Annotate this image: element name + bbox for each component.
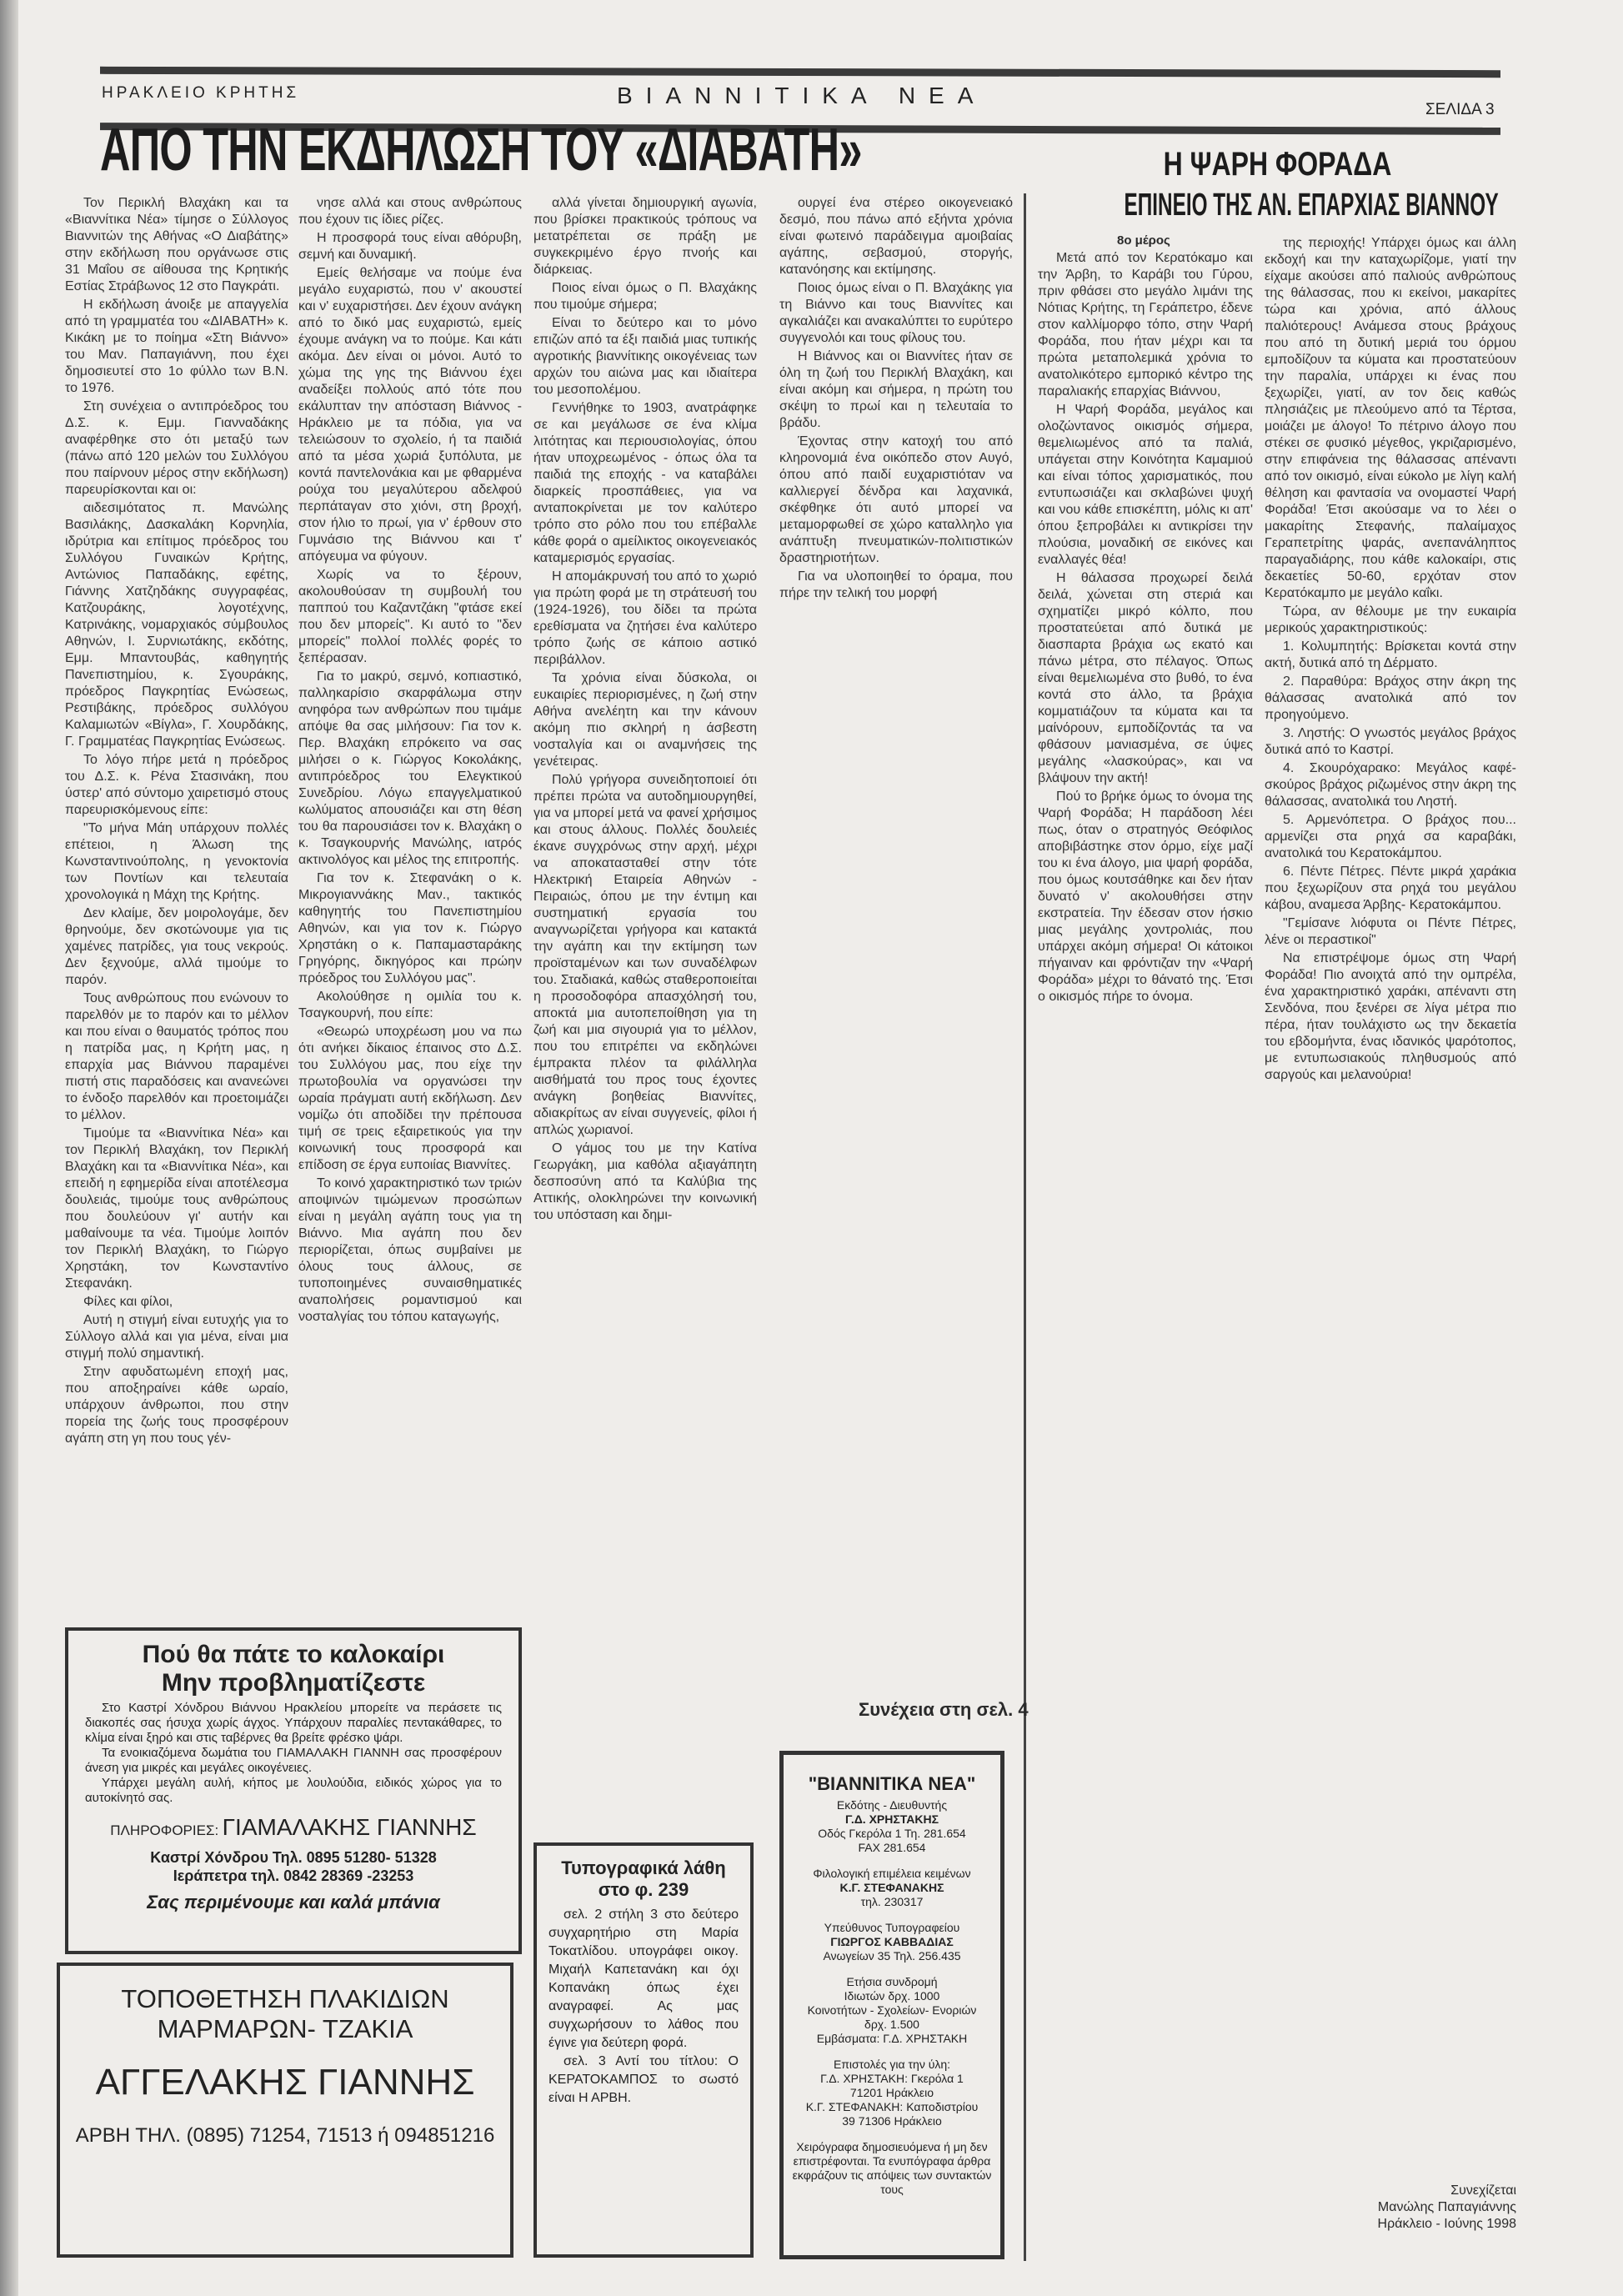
- ad-slogan: Σας περιμένουμε και καλά μπάνια: [147, 1892, 440, 1912]
- paragraph: Δεν κλαίμε, δεν μοιρολογάμε, δεν θρηνούμε, δεν σκοτώνουμε για τις χαμένες πατρίδες, για τους νεκρούς. Δεν ξεχνούμε, αλλά τιμούμε το παρόν.: [65, 906, 288, 987]
- phone-kastri: Καστρί Χόνδρου Τηλ. 0895 51280- 51328: [150, 1849, 437, 1866]
- tiles-name: ΑΓΓΕΛΑΚΗΣ ΓΙΑΝΝΗΣ: [95, 2062, 475, 2103]
- paragraph: Η απομάκρυνσή του από το χωριό για πρώτη φορά με τη στράτευσή του (1924-1926), του δίδει τα πρώτα ερεθίσματα να ζητήσει ένα καλύτερο τρόπο ζωής σε κάποιο αστικό περιβάλλον.: [533, 569, 757, 667]
- errata-text: σελ. 2 στήλη 3 στο δεύτερο συγχαρητήριο στη Μαρία Τοκατλίδου. υπογράφει οικογ. Μιχαήλ Καπετανάκη και όχι Κοπανάκη όπως έχει αναγραφεί. Ας μας συγχωρήσουν το λάθος που έγινε για δεύτερη φορά.: [549, 1907, 739, 2050]
- article1-column-2: [298, 195, 522, 1574]
- paragraph: αιδεσιμότατος π. Μανώλης Βασιλάκης, Δασκαλάκη Κορνηλία, ιδρύτρια και επίτιμος πρόεδρος του Συλλόγου Γυναικών Κρήτης, Αντώνιος Παπαδάκης, εφέτης, Γιάννης Χατζηδάκης συγγραφέας, Κατζουράκης, λογοτέχνης, Κατρινάκης, νομαρχιακός σύμβουλος Αθηνών, Ι. Συρνιωτάκης, εκδότης, Εμμ. Μπαντουβάς, καθηγητής Πανεπιστημίου, κ. Σγουράκης, πρόεδρος Παγκρητίας Ενώσεως, Ρεστιβάκης, πρόεδρος συλλόγου Καλαμιωτών «Βίγλα», Γ. Χουρδάκης, Γ. Γραμματέας Παγκρητίας Ενώσεως.: [65, 501, 288, 749]
- masthead-line: Γ.Δ. ΧΡΗΣΤΑΚΗ: Γκερόλα 1: [820, 2072, 964, 2085]
- article2-part: 8ο μέρος: [1117, 233, 1170, 248]
- masthead-line: δρχ. 1.500: [864, 2018, 919, 2031]
- paragraph: "Το μήνα Μάη υπάρχουν πολλές επέτειοι, η Άλωση της Κωνσταντινούπολης, η γενοκτονία των Ποντίων και τελευταία χρονολογικά η Μάχη της Κρήτης.: [65, 821, 288, 902]
- scan-edge: [0, 0, 18, 2296]
- paragraph: Η προσφορά τους είναι αθόρυβη, σεμνή και δυναμική.: [298, 231, 522, 262]
- article-divider: [1024, 193, 1026, 2261]
- author-name: Μανώλης Παπαγιάννης: [1377, 2200, 1516, 2214]
- paragraph: Ακολούθησε η ομιλία του κ. Τσαγκουρνή, που είπε:: [298, 990, 522, 1020]
- info-label: ΠΛΗΡΟΦΟΡΙΕΣ:: [110, 1822, 219, 1838]
- paragraph: Μετά από τον Κερατόκαμο και την Άρβη, το Καράβι του Γύρου, πριν φθάσει στο μεγάλο λιμάνι της Νότιας Κρήτης, τη Γεράπετρο, έδενε στον καλλίμορφο τόπο, στην Ψαρή Φοράδα, που ήταν μέχρι και τα πρώτα μεταπολεμικά χρόνια το ανατολικότερο εμπορικό κέντρο της παραλιακής επαρχίας Βιάννου,: [1038, 251, 1253, 399]
- ad-paragraph: Στο Καστρί Χόνδρου Βιάννου Ηρακλείου μπορείτε να περάσετε τις διακοπές σας ήσυχα χωρίς άγχος. Υπάρχουν παραλίες πεντακάθαρες, το κλίμα είναι ξηρό και στις ταβέρνες θα βρείτε φρέσκο ψάρι.: [85, 1701, 502, 1745]
- header-rule-top: [100, 67, 1500, 78]
- paragraph: Για τον κ. Στεφανάκη ο κ. Μικρογιαννάκης Μαν., τακτικός καθηγητής του Πανεπιστημίου Αθηνών, και για τον κ. Γιώργο Χρηστάκη ο κ. Παπαμασταράκης Γρηγόρης, δικηγόρος και πρώην πρόεδρος του Συλλόγου μας".: [298, 871, 522, 985]
- paragraph: Τους ανθρώπους που ενώνουν το παρελθόν με το παρόν και το μέλλον και που είναι ο θαυματός τρόπος που η πατρίδα μας, η Κρήτη μας, η επαρχία μας Βιάννου παραμένει πιστή στις παραδόσεις και ανανεώνει το ένδοξο παρελθόν και προετοιμάζει το μέλλον.: [65, 991, 288, 1122]
- paragraph: 1. Κολυμπητής: Βρίσκεται κοντά στην ακτή, δυτικά από τη Δέρματο.: [1265, 639, 1516, 670]
- masthead-line: FAX 281.654: [858, 1841, 926, 1854]
- errata-issue: στο φ. 239: [598, 1879, 689, 1900]
- errata-text: σελ. 3 Αντί του τίτλου: Ο ΚΕΡΑΤΟΚΑΜΠΟΣ το σωστό είναι Η ΑΡΒΗ.: [549, 2054, 739, 2105]
- article-title: ΑΠΟ ΤΗΝ ΕΚΔΗΛΩΣΗ ΤΟΥ «ΔΙΑΒΑΤΗ»: [100, 117, 862, 183]
- ad-paragraph: Τα ενοικιαζόμενα δωμάτια του ΓΙΑΜΑΛΑΚΗ ΓΙΑΝΝΗ σας προσφέρουν άνεση για μικρές και μεγάλες οικογένειες.: [85, 1746, 502, 1775]
- paragraph: Να επιστρέψομε όμως στη Ψαρή Φοράδα! Πιο ανοιχτά από την ομπρέλα, ένα χαρακτηριστικό χαράκι, απέναντι στη Σενδόνα, που ξενέρει σε λίγα μέτρα πιο πέρα, ήταν τουλάχιστο ως την δεκαετία του εβδομήντα, ένας ιδανικός ψαρότοπος, με εντυπωσιακούς πληθυσμούς από σαργούς και μελανούρια!: [1265, 951, 1516, 1082]
- info-name: ΓΙΑΜΑΛΑΚΗΣ ΓΙΑΝΝΗΣ: [222, 1814, 477, 1840]
- paragraph: 2. Παραθύρα: Βράχος στην άκρη της θάλασσας ανατολικά από τον προηγούμενο.: [1265, 674, 1516, 722]
- masthead-line: Οδός Γκερόλα 1 Τη. 281.654: [818, 1827, 966, 1840]
- continues-label: Συνεχίζεται: [1450, 2183, 1516, 2198]
- masthead-line: τηλ. 230317: [860, 1895, 924, 1908]
- page-number: ΣΕΛΙΔΑ 3: [1425, 101, 1495, 118]
- masthead-line: 71201 Ηράκλειο: [849, 2086, 934, 2099]
- paragraph: αλλά γίνεται δημιουργική αγωνία, που βρίσκει πρακτικούς τρόπους να μετατρέπεται σε πράξη με συγκεκριμένο έργο πνοής και διάρκειας.: [533, 196, 757, 277]
- paragraph: Πολύ γρήγορα συνειδητοποιεί ότι πρέπει πρώτα να αυτοδημιουργηθεί, για να μπορεί μετά να φανεί χρήσιμος και στους άλλους. Πολλές δουλειές έκανε συγχρόνως στην αρχή, μέχρι να αποκατασταθεί στην τότε Ηλεκτρική Εταιρεία Αθηνών - Πειραιώς, όπου με την έντιμη και συστηματική εργασία του αναγνωρίζεται γρήγορα και κατακτά την αγάπη και την εκτίμηση των προϊσταμένων και των συναδέλφων του. Σταδιακά, καθώς σταθεροποιείται η προσοδοφόρα απασχόλησή του, αποκτά μια αυτοπεποίθηση για τη ζωή και μια σιγουριά για το μέλλον, που του επιτρέπει να εκδηλώνει έμπρακτα πλέον τα φιλάλληλα αισθήματά του προς τους έχοντες ανάγκη βοηθείας Βιαννίτες, αδιακρίτως αν είναι συγγενείς, φίλοι ή απλώς χωριανοί.: [533, 773, 757, 1137]
- paragraph: Τιμούμε τα «Βιαννίτικα Νέα» και τον Περικλή Βλαχάκη, τον Περικλή Βλαχάκη και τα «Βιαννίτικα Νέα», και επειδή η εφημερίδα είναι αποτέλεσμα δουλειάς, τιμούμε τους ανθρώπους που δουλεύουν γι' αυτήν και μαθαίνουμε τα νέα. Τιμούμε λοιπόν τον Περικλή Βλαχάκη, το Γιώργο Χρηστάκη, τον Κωνσταντίνο Στεφανάκη.: [65, 1126, 288, 1291]
- paragraph: Η θάλασσα προχωρεί δειλά δειλά, χώνεται στη στεριά και σχηματίζει μικρό κόλπο, που προστατεύεται από δυτικά με διασπαρτα βράχια ως εκατό και πάνω μέτρα, στο πέλαγος. Όπως είναι θεμελιωμένα στο βυθό, το ένα κοντά στο άλλο, τα βράχια κομματιάζουν τα κύματα και τα μαίνόρουν, εμποδίζοντάς τα να φθάσουν μανιασμένα, σε ύψες μεγάλης «λασκούρας», και να βλάψουν την ακτή!: [1038, 571, 1253, 785]
- masthead-line: Κ.Γ. ΣΤΕΦΑΝΑΚΗ: Καποδιστρίου: [805, 2100, 979, 2113]
- article2-column-1: [1038, 250, 1253, 2259]
- paragraph: Πού το βρήκε όμως το όνομα της Ψαρή Φοράδα; Η παράδοση λέει πως, όταν ο στρατηγός Θεόφιλος αποβιβάστηκε στον όρμο, είχε μαζί του κι ένα άλογο, μια ψαρή φοράδα, που όμως κουτσάθηκε και δεν ήταν δυνατό ν' ακολουθήσει στην εκστρατεία. Την έδεσαν στον ήσκιο μιας μεγάλης χοντρολιάς, που υπάρχει ακόμη σήμερα! Οι κάτοικοι πήγαιναν και φρόντιζαν την «Ψαρή Φοράδα» μέχρι το θάνατό της. Έτσι ο οικισμός πήρε το όνομα.: [1038, 790, 1253, 1004]
- ad-title: Πού θα πάτε το καλοκαίρι: [142, 1641, 445, 1668]
- paragraph: Η Βιάννος και οι Βιαννίτες ήταν σε όλη τη ζωή του Περικλή Βλαχάκη, και είναι ακόμη και σήμερα, η πρώτη του σκέψη το πρωί και η τελευταία το βράδυ.: [779, 349, 1013, 430]
- masthead-box: [779, 1751, 1004, 2259]
- masthead-line: 39 71306 Ηράκλειο: [842, 2114, 942, 2128]
- paragraph: Η εκδήλωση άνοιξε με απαγγελία από τη γραμματέα του «ΔΙΑΒΑΤΗ» κ. Κικάκη με το ποίημα «Στη Βιάννο» του Μαν. Παπαγιάννη, που έχει δημοσιευτεί στο 1ο φύλλο των Β.Ν. το 1976.: [65, 298, 288, 395]
- ad-subtitle: Μην προβληματίζεστε: [161, 1669, 426, 1697]
- masthead-line: Εμβάσματα: Γ.Δ. ΧΡΗΣΤΑΚΗ: [816, 2032, 968, 2045]
- paragraph: νησε αλλά και στους ανθρώπους που έχουν τις ίδιες ρίζες.: [298, 196, 522, 227]
- errata-box: [533, 1842, 754, 2258]
- paragraph: ουργεί ένα στέρεο οικογενειακό δεσμό, που πάνω από εξήντα χρόνια είναι φωτεινό παράδειγμα αμοιβαίας αγάπης, σεβασμού, στοργής, κατανόησης και εκτίμησης.: [779, 196, 1013, 277]
- paragraph: «Θεωρώ υποχρέωση μου να πω ότι ανήκει δίκαιος έπαινος στο Δ.Σ. του Συλλόγου μας, που είχε την πρωτοβουλία να οργανώσει την ωραία πράγματι αυτή εκδήλωση. Δεν νομίζω ότι αποδίδει την πρέπουσα τιμή σε τρεις εξαιρετικούς για την κοινωνική τους προσφορά και επίδοση σε έργα ευποιίας Βιαννίτες.: [298, 1025, 522, 1172]
- paragraph: Στην αφυδατωμένη εποχή μας, που αποξηραίνει κάθε ωραίο, υπάρχουν άνθρωποι, που στην πορεία της ζωής τους προσφέρουν αγάπη στη γη που τους γέν-: [65, 1365, 288, 1446]
- masthead-line: Ιδιωτών δρχ. 1000: [844, 1989, 940, 2003]
- paragraph: Χωρίς να το ξέρουν, ακολουθούσαν τη συμβουλή του παππού του Καζαντζάκη "φτάσε εκεί που δεν μπορείς". Κι αυτό το "δεν μπορείς" πολλοί πολλές φορές το ξεπέρασαν.: [298, 568, 522, 665]
- paragraph: Το κοινό χαρακτηριστικό των τριών αποψινών τιμώμενων προσώπων είναι η μεγάλη αγάπη τους για τη Βιάννο. Μια αγάπη που δεν περιορίζεται, όπως συμβαίνει με όλους τους άλλους, σε τυποποιημένες συναισθηματικές αναπολήσεις ρομαντισμού και νοσταλγίας του τόπου καταγωγής,: [298, 1176, 522, 1324]
- masthead-line: Γ.Δ. ΧΡΗΣΤΑΚΗΣ: [844, 1812, 939, 1826]
- paragraph: Στη συνέχεια ο αντιπρόεδρος του Δ.Σ. κ. Εμμ. Γιανναδάκης αναφέρθηκε στο ότι μεταξύ των (πάνω από 120 μελών του Συλλόγου που παίρνουν μέρος στην εκδήλωση) παρευρίσκονται και οι:: [65, 399, 288, 497]
- place-date: Ηράκλειο - Ιούνης 1998: [1377, 2217, 1516, 2231]
- masthead-line: ΓΙΩΡΓΟΣ ΚΑΒΒΑΔΙΑΣ: [830, 1935, 954, 1948]
- paragraph: Αυτή η στιγμή είναι ευτυχής για το Σύλλογο αλλά και για μένα, είναι μια στιγμή πολύ σημαντική.: [65, 1313, 288, 1361]
- masthead-details: [790, 1798, 994, 2197]
- paragraph: Για το μακρύ, σεμνό, κοπιαστικό, παλληκαρίσιο σκαρφάλωμα στην ανηφόρα των ανθρώπων που τιμάμε απόψε θα σας μιλήσουν: Για τον κ. Περ. Βλαχάκη επρόκειτο να σας μιλήσει ο κ. Γιώργος Κοκολάκης, αντιπρόεδρος του Ελεγκτικού Συνεδρίου. Λόγω επαγγελματικού κωλύματος απουσιάζει και στη θέση του θα παρουσιάσει τον κ. Βλαχάκη ο κ. Τσαγκουρνής Μανώλης, ιατρός ακτινολόγος και μέλος της επιτροπής.: [298, 669, 522, 867]
- paragraph: Γεννήθηκε το 1903, ανατράφηκε σε και μεγάλωσε σε ένα κλίμα λιτότητας και περιουσιολογίας, όπου ήταν υποχρεωμένος - όπως όλα τα παιδιά της εποχής - να καταβάλει διαρκείς προσπάθειες, για να ανταποκρίνεται με τον καλύτερο τρόπο στο ρόλο που του επέβαλλε κάθε φορά ο αμείλικτος οικογενειακός καταμερισμός εργασίας.: [533, 401, 757, 565]
- phone-ierapetra: Ιεράπετρα τηλ. 0842 28369 -23253: [173, 1867, 414, 1884]
- masthead-line: Κοινοτήτων - Σχολείων- Ενοριών: [807, 2003, 977, 2017]
- masthead-line: Κ.Γ. ΣΤΕΦΑΝΑΚΗΣ: [839, 1881, 944, 1894]
- continued-note: Συνέχεια στη σελ. 4: [859, 1699, 1029, 1720]
- paragraph: Τον Περικλή Βλαχάκη και τα «Βιαννίτικα Νέα» τίμησε ο Σύλλογος Βιαννιτών της Αθήνας «Ο Διαβάτης» στην εκδήλωση που οργάνωσε στις 31 Μαΐου σε αίθουσα της Κρητικής Εστίας Στράβωνος 12 στο Παγκράτι.: [65, 196, 288, 293]
- summer-rooms-ad: [65, 1627, 522, 1954]
- masthead-line: Επιστολές για την ύλη:: [833, 2058, 951, 2071]
- paragraph: Έχοντας στην κατοχή του από κληρονομιά ένα οικόπεδο στον Αυγό, όπου από παιδί ευχαριστιόταν να καλλιεργεί δένδρα και λαχανικά, σκέφθηκε ότι αυτό μπορεί να μεταμορφωθεί σε χώρο καταλληλο για ανάπτυξη πνευματικών-πολιτιστικών δραστηριοτήτων.: [779, 434, 1013, 565]
- paragraph: Τώρα, αν θέλουμε με την ευκαιρία μερικούς χαρακτηριστικούς:: [1265, 604, 1516, 635]
- paragraph: 4. Σκουρόχαρακο: Μεγάλος καφέ- σκούρος βράχος ριζωμένος στην άκρη της θάλασσας, ανατολικά του Ληστή.: [1265, 761, 1516, 809]
- masthead-line: Φιλολογική επιμέλεια κειμένων: [813, 1867, 971, 1880]
- paragraph: "Γεμίσανε λιόφυτα οι Πέντε Πέτρες, λένε οι περαστικοί": [1265, 916, 1516, 947]
- masthead-line: Χειρόγραφα δημοσιευόμενα ή μη δεν επιστρέφονται. Τα ενυπόγραφα άρθρα εκφράζουν τις απόψεις των συντακτών τους: [792, 2140, 992, 2196]
- article2-signature: [1265, 2183, 1516, 2233]
- paragraph: Τα χρόνια είναι δύσκολα, οι ευκαιρίες περιορισμένες, η ζωή στην Αθήνα ανελέητη και την κάνουν ακόμη πιο σκληρή η άσβεστη νοσταλγία και οι αναμνήσεις της γενέτειρας.: [533, 671, 757, 769]
- ad-paragraph: Υπάρχει μεγάλη αυλή, κήπος με λουλούδια, ειδικός χώρος για το αυτοκίνητό σας.: [85, 1776, 502, 1805]
- article1-column-3: [533, 195, 757, 1724]
- paragraph: Για να υλοποιηθεί το όραμα, που πήρε την τελική του μορφή: [779, 569, 1013, 600]
- paragraph: Ο γάμος του με την Κατίνα Γεωργάκη, μια καθόλα αξιαγάπητη δεσποσύνη από τα Καλύβια της Αττικής, ολοκληρώνει την κοινωνική του υπόσταση και δημι-: [533, 1141, 757, 1222]
- paragraph: Η Ψαρή Φοράδα, μεγάλος και ολοζώντανος οικισμός σήμερα, θεμελιωμένος από τα παλιά, υπάγεται στην Κοινότητα Καμαμιού και είναι τόπος χαρισματικός, που εντυπωσιάζει και σκλαβώνει ψυχή και νου κάθε επισκέπτη, μόλις κι απ' όπου ξεπροβάλει κι αντικρίσει την πλούσια, μοναδική σε εικόνες και εναλλαγές θέα!: [1038, 403, 1253, 567]
- masthead-line: Υπεύθυνος Τυπογραφείου: [824, 1921, 960, 1934]
- paragraph: 6. Πέντε Πέτρες. Πέντε μικρά χαράκια που ξεχωρίζουν στα ρηχά του μεγάλου κάβου, αναμεσα Άρβης- Κερατοκάμπου.: [1265, 865, 1516, 912]
- masthead-line: Εκδότης - Διευθυντής: [836, 1798, 948, 1812]
- article1-column-1: [65, 195, 288, 1574]
- article2-subtitle: ΕΠΙΝΕΙΟ ΤΗΣ ΑΝ. ΕΠΑΡΧΙΑΣ ΒΙΑΝΝΟΥ: [1124, 188, 1499, 223]
- masthead-line: Ετήσια συνδρομή: [846, 1975, 938, 1988]
- paragraph: Ποιος είναι όμως ο Π. Βλαχάκης που τιμούμε σήμερα;: [533, 281, 757, 312]
- paragraph: Είναι το δεύτερο και το μόνο επιζών από τα έξι παιδιά μιας τυπικής αγροτικής βιαννίτικης οικογένειας των αρχών του αιώνα μας και ιδιαίτερα του μεσοπολέμου.: [533, 316, 757, 397]
- paragraph: 3. Ληστής: Ο γνωστός μεγάλος βράχος δυτικά από το Καστρί.: [1265, 726, 1516, 757]
- paragraph: 5. Αρμενόπετρα. Ο βράχος που... αρμενίζει στα ρηχά σα καραβάκι, ανατολικά του Κερατοκάμπου.: [1265, 813, 1516, 860]
- tiles-phone: ΑΡΒΗ ΤΗΛ. (0895) 71254, 71513 ή 094851216: [75, 2124, 495, 2147]
- article2-title: Η ΨΑΡΗ ΦΟΡΑΔΑ: [1163, 146, 1392, 183]
- article2-column-2: [1265, 235, 1516, 2178]
- masthead-line: Ανωγείων 35 Τηλ. 256.435: [823, 1949, 961, 1963]
- paragraph: Φίλες και φίλοι,: [83, 1295, 173, 1309]
- newspaper-name: ΒΙΑΝΝΙΤΙΚΑ ΝΕΑ: [617, 83, 987, 108]
- tiles-ad: [57, 1963, 513, 2258]
- paragraph: της περιοχής! Υπάρχει όμως και άλλη εκδοχή και την καταχωρίζομε, γιατί την είχαμε ακούσει από παλιούς ανθρώπους της θάλασσας, που κι εκείνοι, μακαρίτες τώρα και χρόνια, από άλλους παλιότερους! Ανάμεσα στους βράχους που από τη δυτική μεριά του όρμου εμποδίζουν τα κύματα και προστατεύουν την παραλία, υπάρχει κι ένας που ξεχωρίζει, γιατί, αν τον δεις καθώς πλησιάζεις με πλεούμενο από τα Τέρτσα, μοιάζει με άλογο! Το πέτρινο άλογο που στέκει σε φυσικό μέγεθος, γκριζαρισμένο, στην επιφάνεια της θάλασσας απέναντι από τον οικισμό, είναι εύκολο με λίγη καλή θέληση και φαντασία να ονομαστεί Ψαρή Φοράδα! Έτσι ακούσαμε να το λέει ο μακαρίτης Στεφανής, παλαίμαχος Γεραπετρίτης ψαράς, ανεπανάληπτος παραγαδιάρης, που κάθε καλοκαίρι, στις δεκαετίες 50-60, ερχόταν στον Κερατόκαμπο με μεγάλο καΐκι.: [1265, 236, 1516, 600]
- paragraph: Εμείς θελήσαμε να πούμε ένα μεγάλο ευχαριστώ, που ν' ακουστεί και ν' ευχαριστήσει. Δεν έχουν ανάγκη από το δικό μας ευχαριστώ, εμείς έχουμε ανάγκη να το πούμε. Και κάτι ακόμα. Δεν είναι οι μόνοι. Αυτό το χώμα της γης της Βιάννου έχει αναδείξει πολλούς από τότε που εκάλυπταν την απόσταση Βιάννος - Ηράκλειο με τα πόδια, για να τελειώσουν το σχολείο, ή τα παιδιά από τα μέσα χωριά ξυπόλυτα, με κοντά παντελονάκια και με φθαρμένα ρούχα του μεγαλύτερου αδελφού περπάταγαν στο χιόνι, στη βροχή, στον ήλιο το πρωί, για ν' έρθουν στο Γυμνάσιο της Βιάννου και τ' απόγευμα να φύγουν.: [298, 266, 522, 564]
- masthead-title: "ΒΙΑΝΝΙΤΙΚΑ ΝΕΑ": [808, 1773, 976, 1794]
- paragraph: Ποιος όμως είναι ο Π. Βλαχάκης για τη Βιάννο και τους Βιαννίτες και αγκαλιάζει και ανακαλύπτει το ευρύτερο συγγενολόι και τους φίλους του.: [779, 281, 1013, 345]
- tiles-line-1: ΤΟΠΟΘΕΤΗΣΗ ΠΛΑΚΙΔΙΩΝ: [121, 1984, 449, 2013]
- article1-column-4: [779, 195, 1013, 1682]
- tiles-line-2: ΜΑΡΜΑΡΩΝ- ΤΖΑΚΙΑ: [157, 2014, 413, 2043]
- header-location: ΗΡΑΚΛΕΙΟ ΚΡΗΤΗΣ: [102, 84, 300, 102]
- errata-title: Τυπογραφικά λάθη: [561, 1857, 726, 1878]
- paragraph: Το λόγο πήρε μετά η πρόεδρος του Δ.Σ. κ. Ρένα Στασινάκη, που ύστερ' από σύντομο χαιρετισμό στους παρευρισκόμενους είπε:: [65, 753, 288, 817]
